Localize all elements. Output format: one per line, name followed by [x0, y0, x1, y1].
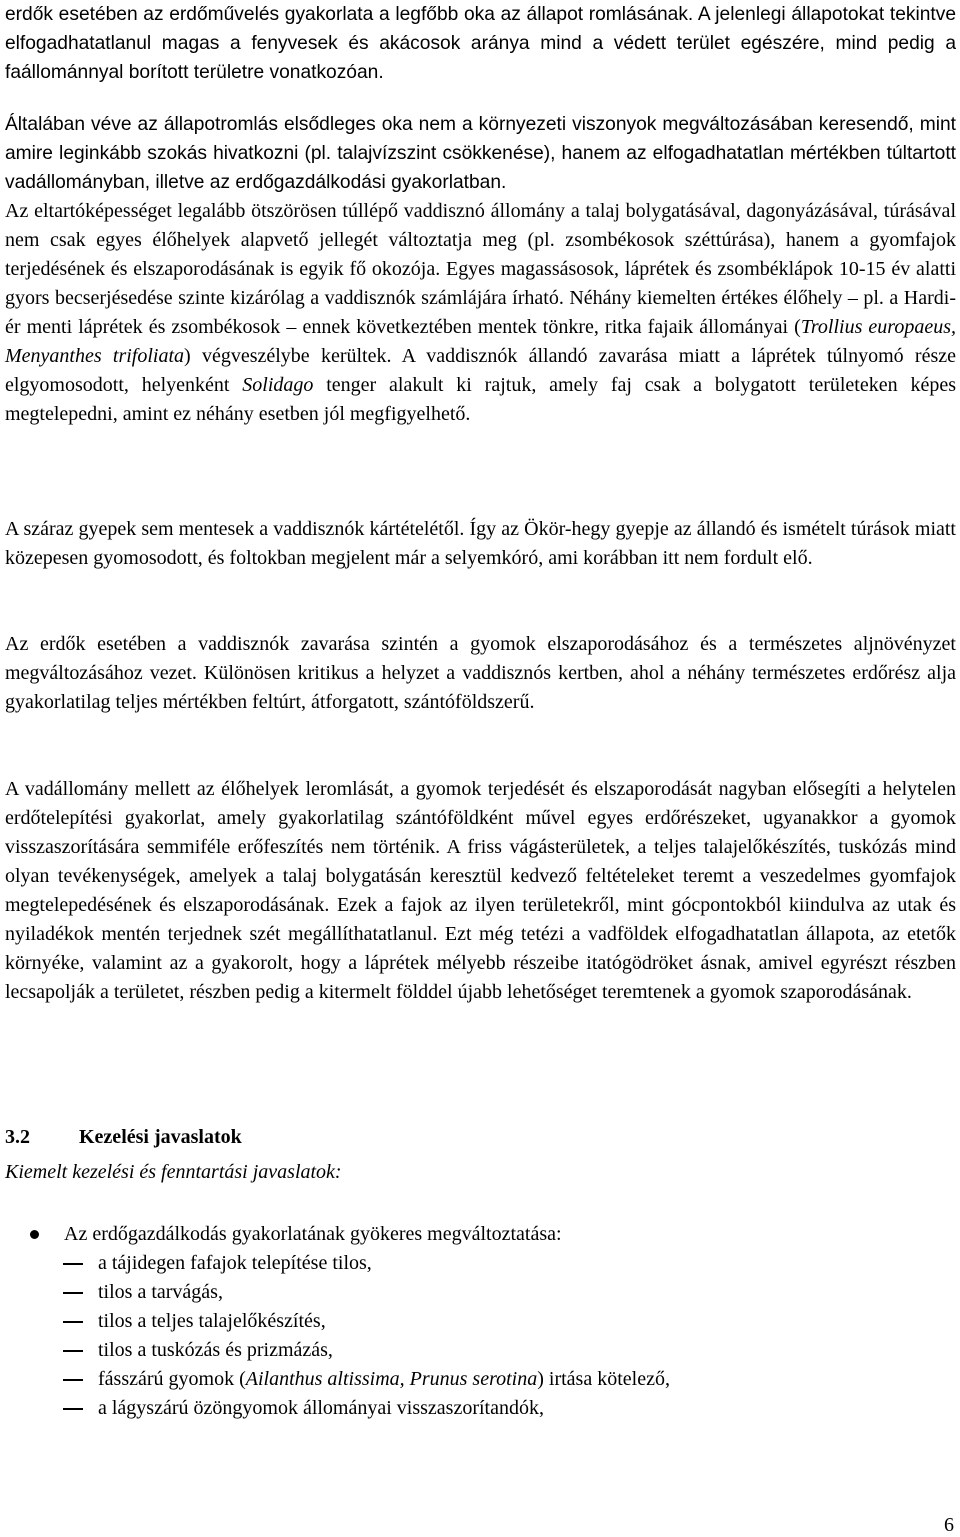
dash-icon	[63, 1292, 83, 1294]
paragraph-degradation-causes	[5, 110, 956, 197]
species-names-1: Trollius europaeus, Menyanthes trifoliata	[5, 316, 957, 367]
item5-species: Ailanthus altissima, Prunus serotina	[245, 1368, 538, 1390]
section-heading	[5, 1123, 242, 1152]
list-item-text: tilos a teljes talajelőkészítés,	[98, 1310, 326, 1332]
section-number: 3.2	[5, 1126, 30, 1148]
dash-icon	[63, 1321, 83, 1323]
wild-boar-text-2: ) végveszélybe kerültek. A vaddisznók állandó zavarása miatt a láprétek túlnyomó része elgyomosodott, helyenként	[5, 345, 956, 396]
dash-icon	[63, 1379, 83, 1381]
section-title: Kezelési javaslatok	[79, 1126, 242, 1148]
paragraph-wild-boar	[5, 197, 956, 429]
wild-boar-text-3: tenger alakult ki rajtuk, amely faj csak a bolygatott területeken képes megtelepedni, amint ez néhány esetben jól megfigyelhető.	[5, 374, 956, 425]
paragraph-forests	[5, 630, 956, 717]
species-name-solidago: Solidago	[242, 374, 314, 396]
paragraph-degradation-causes-text: Általában véve az állapotromlás elsődleges oka nem a környezeti viszonyok megváltozásában keresendő, mint amire leginkább szokás hivatkozni (pl. talajvízszint csökkenése), hanem az elfogadhatatlan mértékben túltartott vadállományban, illetve az erdőgazdálkodási gyakorlatban.	[5, 114, 956, 193]
wild-boar-text-1: Az eltartóképességet legalább ötszörösen túllépő vaddisznó állomány a talaj bolygatásával, dagonyázásával, túrásával nem csak egyes élőhelyek alapvető jellegét változtatja meg (pl. zsombékosok széttúrása), hanem a gyomfajok terjedésének és elszaporodásának is egyik fő okozója. Egyes magassásosok, láprétek és zsombéklápok 10-15 év alatti gyors becserjésedése szinte kizárólag a vaddisznók számlájára írható. Néhány kiemelten értékes élőhely – pl. a Hardi-ér menti láprétek és zsombékosok – ennek következtében mentek tönkre, ritka fajaik állományai (	[5, 200, 956, 338]
paragraph-dry-grassland	[5, 515, 956, 573]
list-item-text: a lágyszárú özöngyomok állományai visszaszorítandók,	[98, 1397, 544, 1419]
bullet-dot-icon	[30, 1230, 39, 1239]
list-item-text: tilos a tuskózás és prizmázás,	[98, 1339, 333, 1361]
section-subtitle: Kiemelt kezelési és fenntartási javaslatok:	[5, 1161, 342, 1183]
list-item-text: a tájidegen fafajok telepítése tilos,	[98, 1252, 372, 1274]
list-item-text: tilos a tarvágás,	[98, 1281, 223, 1303]
item5-after: ) irtása kötelező,	[537, 1368, 670, 1390]
dash-icon	[63, 1408, 83, 1410]
paragraph-afforestation-text: A vadállomány mellett az élőhelyek leromlását, a gyomok terjedését és elszaporodását nagyban elősegíti a helytelen erdőtelepítési gyakorlat, amely gyakorlatilag szántóföldként művel egyes erdőrészeket, ugyanakkor a gyomok visszaszorítására semmiféle erőfeszítés nem történik. A friss vágásterületek, a teljes talajelőkészítés, tuskózás mind olyan tevékenységek, amelyek a talaj bolygatásán keresztül kedvező feltételeket teremt a veszedelmes gyomfajok megtelepedésének és elszaporodásának. Ezek a fajok az ilyen területekről, mint gócpontokból kiindulva az utak és nyiladékok mentén terjednek szét megállíthatatlanul. Ezt még tetézi a vadföldek elfogadhatatlan állapota, az etetők környéke, valamint az a gyakorolt, hogy a láprétek mélyebb részeibe itatógödröket ásnak, amivel egyrészt részben lecsapolják a területet, részben pedig a kitermelt földdel újabb lehetőséget teremtenek a gyomok szaporodásának.	[5, 778, 956, 1003]
bullet-label: Az erdőgazdálkodás gyakorlatának gyökeres megváltoztatása:	[64, 1223, 562, 1245]
paragraph-forests-text: Az erdők esetében a vaddisznók zavarása szintén a gyomok elszaporodásához és a természetes aljnövényzet megváltozásához vezet. Különösen kritikus a helyzet a vaddisznós kertben, ahol a néhány természetes erdőrész alja gyakorlatilag teljes mértékben feltúrt, átforgatott, szántóföldszerű.	[5, 633, 956, 713]
paragraph-afforestation	[5, 775, 956, 1007]
page-number: 6	[944, 1514, 954, 1536]
dash-icon	[63, 1263, 83, 1265]
paragraph-intro	[5, 0, 956, 87]
item5-before: fásszárú gyomok (	[98, 1368, 246, 1390]
list-item-text	[98, 1365, 670, 1394]
paragraph-intro-text: erdők esetében az erdőművelés gyakorlata a legfőbb oka az állapot romlásának. A jelenlegi állapotokat tekintve elfogadhatatlanul magas a fenyvesek és akácosok aránya mind a védett terület egészére, mind pedig a faállománnyal borított területre vonatkozóan.	[5, 4, 956, 83]
paragraph-dry-grassland-text: A száraz gyepek sem mentesek a vaddisznók kártételétől. Így az Ökör-hegy gyepje az állandó és ismételt túrások miatt közepesen gyomosodott, és foltokban megjelent már a selyemkóró, ami korábban itt nem fordult elő.	[5, 518, 956, 569]
dash-icon	[63, 1350, 83, 1352]
